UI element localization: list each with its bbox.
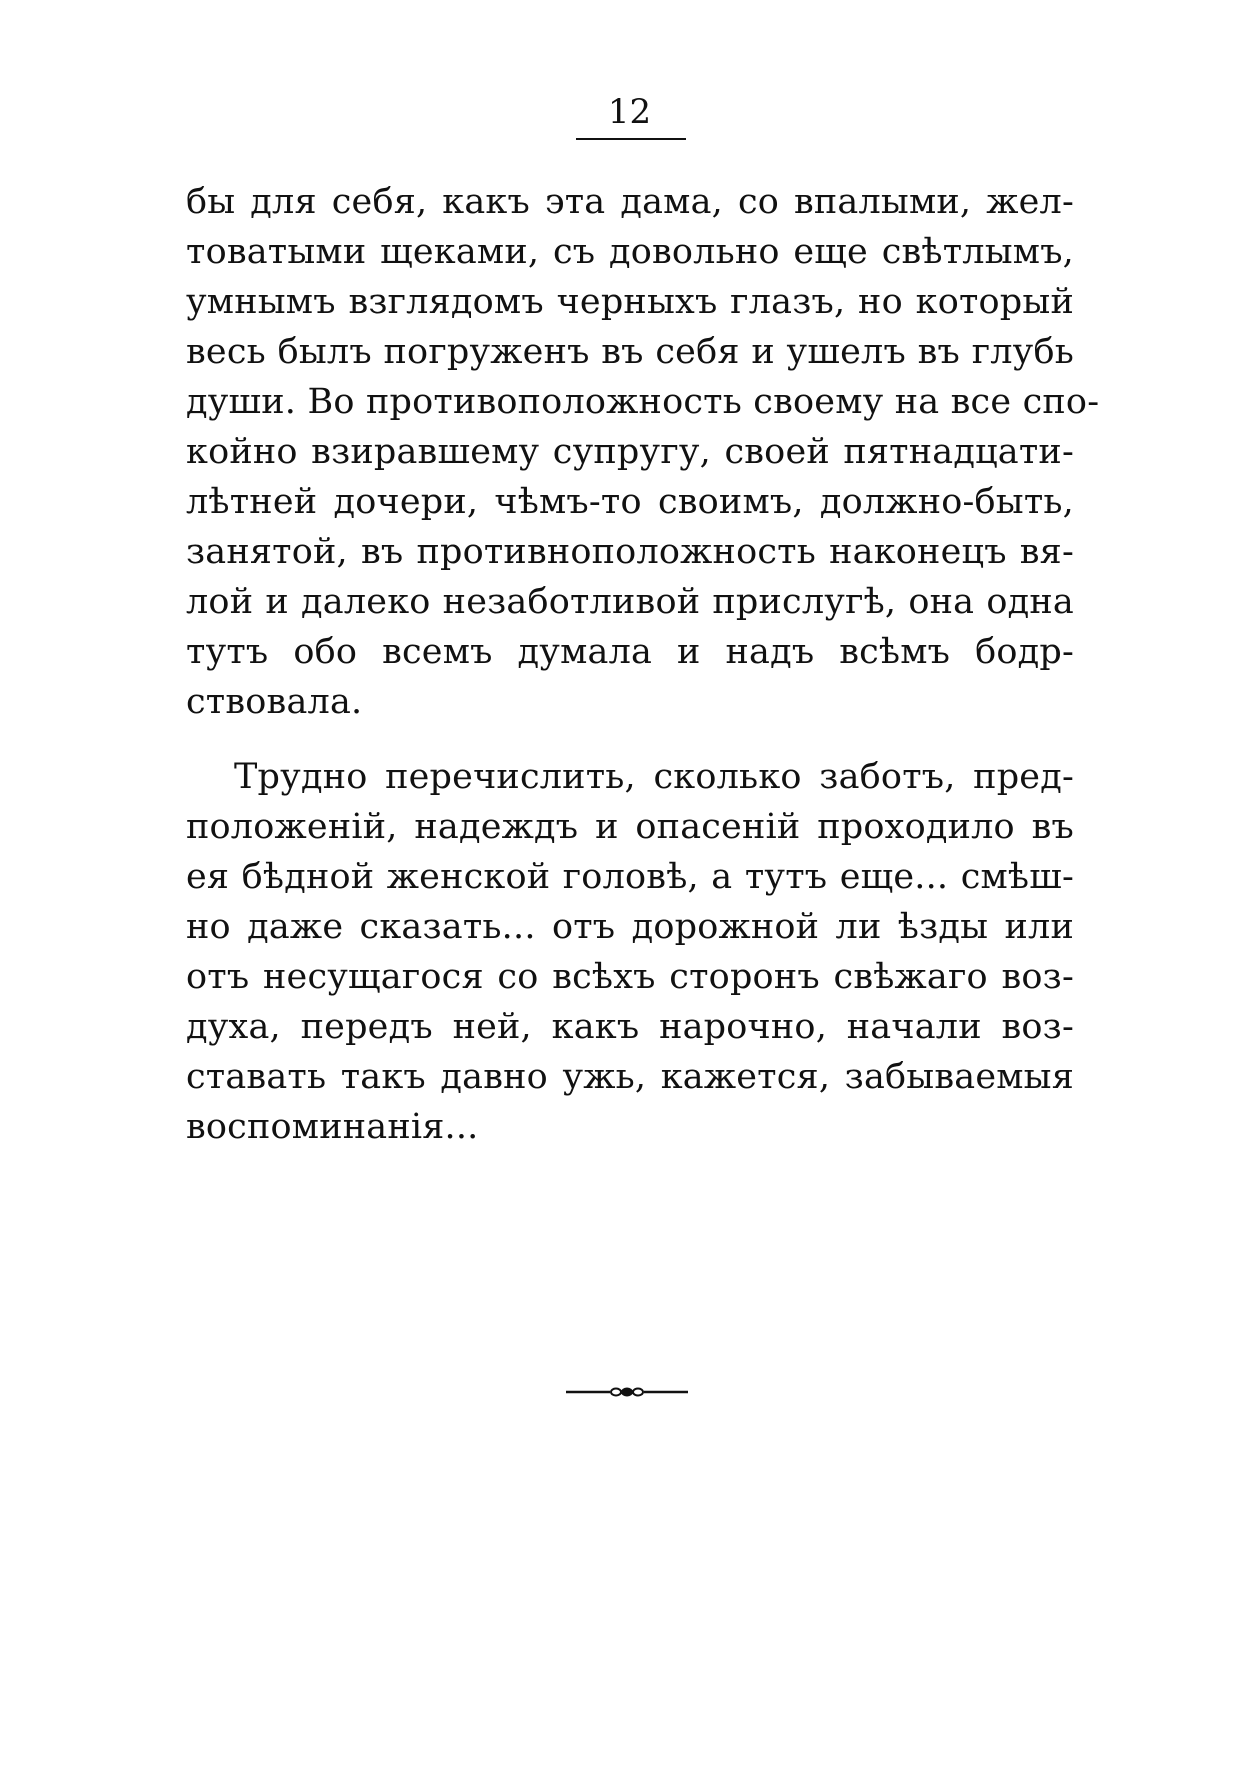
text-line: ствовала. bbox=[186, 682, 363, 722]
text-line: Трудно перечислить, сколько заботъ, пред- bbox=[234, 757, 1074, 797]
text-line: бы для себя, какъ эта дама, со впалыми, жел- bbox=[186, 182, 1074, 222]
text-line: койно взиравшему супругу, своей пятнадцати- bbox=[186, 432, 1074, 472]
text-line: ея бѣдной женской головѣ, а тутъ еще... смѣш- bbox=[186, 857, 1074, 897]
text-line: лой и далеко незаботливой прислугѣ, она одна bbox=[186, 582, 1074, 622]
page-number: 12 bbox=[607, 92, 652, 132]
header-rule bbox=[576, 138, 686, 140]
text-line: занятой, въ противноположность наконецъ вя- bbox=[186, 532, 1074, 572]
text-line: души. Во противоположность своему на все спо- bbox=[186, 382, 1100, 422]
text-line: тутъ обо всемъ думала и надъ всѣмъ бодр- bbox=[186, 632, 1074, 672]
text-line: но даже сказать... отъ дорожной ли ѣзды или bbox=[186, 907, 1074, 947]
text-line: ставать такъ давно ужь, кажется, забываемыя bbox=[186, 1057, 1074, 1097]
ornament-divider bbox=[566, 1384, 688, 1400]
text-line: лѣтней дочери, чѣмъ-то своимъ, должно-быть, bbox=[186, 482, 1074, 522]
text-line: положеній, надеждъ и опасеній проходило въ bbox=[186, 807, 1074, 847]
text-line: воспоминанія... bbox=[186, 1107, 479, 1147]
text-line: умнымъ взглядомъ черныхъ глазъ, но который bbox=[186, 282, 1074, 322]
text-line: духа, передъ ней, какъ нарочно, начали воз- bbox=[186, 1007, 1074, 1047]
text-line: товатыми щеками, съ довольно еще свѣтлымъ, bbox=[186, 232, 1074, 272]
text-line: отъ несущагося со всѣхъ сторонъ свѣжаго воз- bbox=[186, 957, 1074, 997]
text-line: весь былъ погруженъ въ себя и ушелъ въ глубь bbox=[186, 332, 1074, 372]
